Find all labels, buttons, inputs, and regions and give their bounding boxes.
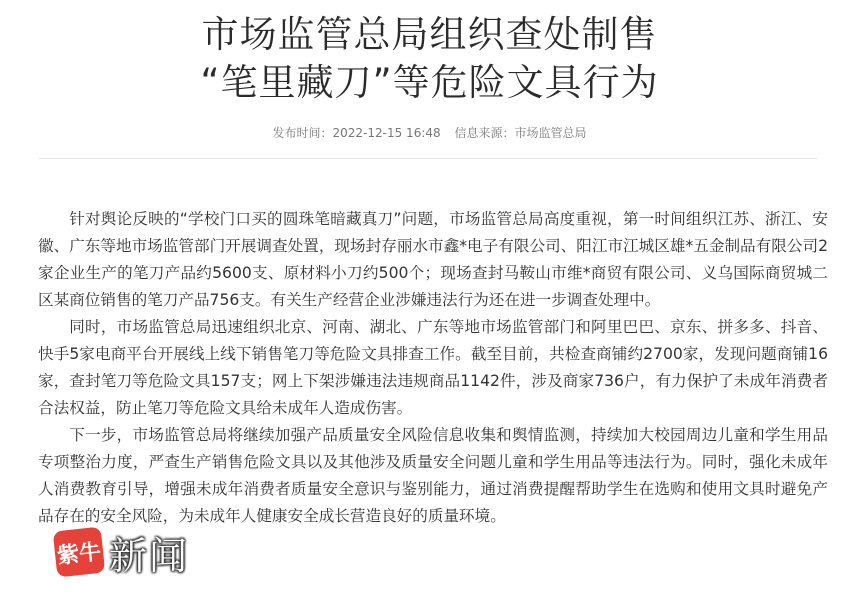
watermark-brand-text: 新闻 xyxy=(109,533,190,578)
article-paragraph-3: 下一步，市场监管总局将继续加强产品质量安全风险信息收集和舆情监测，持续加大校园周边儿童和学生用品专项整治力度，严查生产销售危险文具以及其他涉及质量安全问题儿童和学生用品等违法行为。同时，强化未成年人消费教育引导，增强未成年消费者质量安全意识与鉴别能力，通过消费提醒帮助学生在选购和使用文具时避免产品存在的安全风险，为未成年人健康安全成长营造良好的质量环境。 xyxy=(38,426,828,525)
article-paragraph-2: 同时，市场监管总局迅速组织北京、河南、湖北、广东等地市场监管部门和阿里巴巴、京东、拼多多、抖音、快手5家电商平台开展线上线下销售笔刀等危险文具排查工作。截至目前，共检查商铺约2700家，发现问题商铺16家，查封笔刀等危险文具157支；网上下架涉嫌违法违规商品1142件，涉及商家736户，有力保护了未成年消费者合法权益，防止笔刀等危险文具给未成年人造成伤害。 xyxy=(38,318,828,417)
publish-time: 发布时间：2022-12-15 16:48 xyxy=(272,126,441,140)
zi-niu-logo-icon: 紫牛 xyxy=(53,527,106,578)
info-source: 信息来源：市场监管总局 xyxy=(454,126,587,140)
article-paragraph-1: 针对舆论反映的“学校门口买的圆珠笔暗藏真刀”问题，市场监管总局高度重视，第一时间组织江苏、浙江、安徽、广东等地市场监管部门开展调查处置，现场封存丽水市鑫*电子有限公司、阳江市江城区雄*五金制品有限公司2家企业生产的笔刀产品约5600支、原材料小刀约500个；现场查封马鞍山市维*商贸有限公司、义乌国际商贸城二区某商位销售的笔刀产品756支。有关生产经营企业涉嫌违法行为还在进一步调查处理中。 xyxy=(38,210,828,309)
article-title-line-2: “笔里藏刀”等危险文具行为 xyxy=(200,61,659,104)
article-title-line-1: 市场监管总局组织查处制售 xyxy=(201,13,658,56)
article-body xyxy=(38,206,828,530)
zi-niu-news-watermark xyxy=(55,526,275,578)
article-meta xyxy=(0,124,859,141)
header-divider xyxy=(38,158,818,159)
